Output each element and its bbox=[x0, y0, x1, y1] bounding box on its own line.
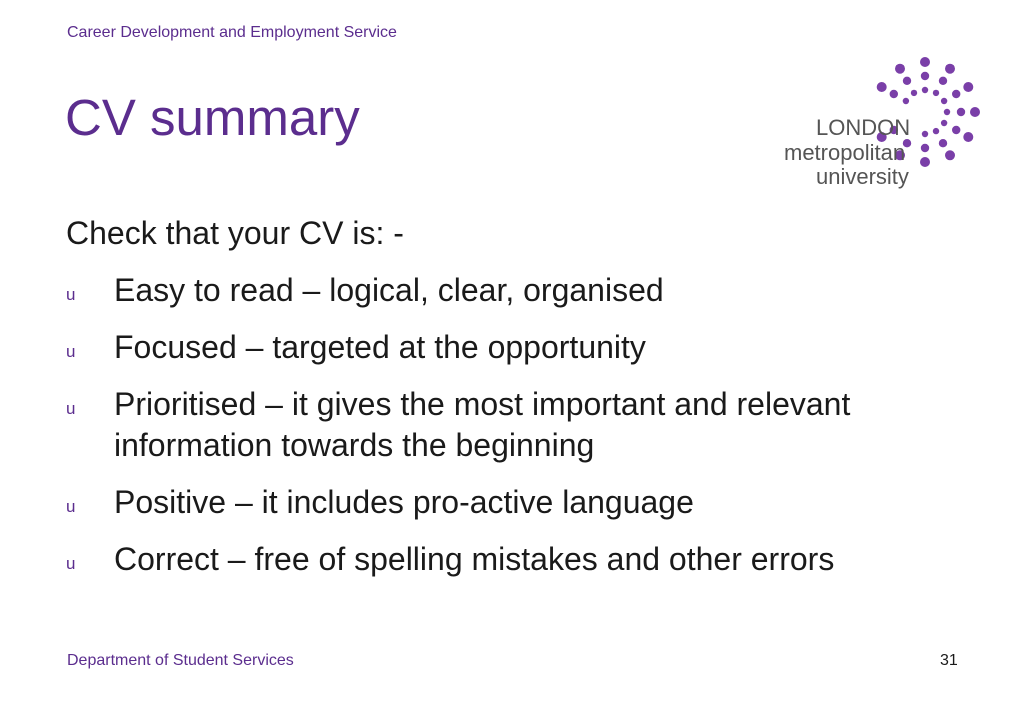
logo-line-metropolitan: metropolitan bbox=[784, 140, 906, 165]
bullet-text: Easy to read – logical, clear, organised bbox=[114, 272, 664, 308]
logo-dot bbox=[945, 150, 955, 160]
logo-line-university: university bbox=[816, 164, 909, 189]
bullet-text: Prioritised – it gives the most important and relevant information towards the beginning bbox=[114, 386, 851, 463]
logo-dot bbox=[922, 131, 928, 137]
logo-dot bbox=[952, 126, 960, 134]
logo-dot bbox=[939, 77, 947, 85]
logo-dot bbox=[920, 157, 930, 167]
logo-dot bbox=[895, 64, 905, 74]
logo-dot bbox=[921, 72, 929, 80]
logo-dot bbox=[921, 144, 929, 152]
logo-dot bbox=[941, 98, 947, 104]
logo-line-london: LONDON bbox=[816, 115, 911, 140]
logo-dot bbox=[933, 90, 939, 96]
intro-text: Check that your CV is: - bbox=[66, 215, 404, 251]
bullet-marker: u bbox=[66, 497, 76, 516]
logo-dot bbox=[963, 132, 973, 142]
logo-dot bbox=[939, 139, 947, 147]
logo-dot bbox=[933, 128, 939, 134]
logo-dot bbox=[944, 109, 950, 115]
logo-dot bbox=[903, 77, 911, 85]
bullet-item bbox=[66, 270, 986, 311]
bullet-list bbox=[66, 270, 986, 596]
logo-dot bbox=[963, 82, 973, 92]
bullet-text: Positive – it includes pro-active language bbox=[114, 484, 694, 520]
logo-dot bbox=[890, 90, 898, 98]
logo-dot bbox=[952, 90, 960, 98]
bullet-item bbox=[66, 539, 986, 580]
page-number: 31 bbox=[940, 652, 958, 669]
slide-title: CV summary bbox=[65, 89, 360, 146]
bullet-marker: u bbox=[66, 285, 76, 304]
logo-dot bbox=[941, 120, 947, 126]
bullet-text: Focused – targeted at the opportunity bbox=[114, 329, 646, 365]
logo-dot bbox=[877, 82, 887, 92]
logo-dot bbox=[970, 107, 980, 117]
logo-dot bbox=[945, 64, 955, 74]
logo-dot bbox=[911, 90, 917, 96]
bullet-marker: u bbox=[66, 342, 76, 361]
bullet-marker: u bbox=[66, 554, 76, 573]
bullet-marker: u bbox=[66, 399, 76, 418]
bullet-item bbox=[66, 384, 986, 466]
logo-dot bbox=[957, 108, 965, 116]
header-text: Career Development and Employment Service bbox=[67, 24, 397, 41]
footer-department: Department of Student Services bbox=[67, 652, 294, 669]
logo-dot bbox=[920, 57, 930, 67]
university-logo bbox=[780, 50, 990, 190]
bullet-text: Correct – free of spelling mistakes and other errors bbox=[114, 541, 835, 577]
logo-dot bbox=[903, 98, 909, 104]
logo-dot bbox=[922, 87, 928, 93]
bullet-item bbox=[66, 327, 986, 368]
bullet-item bbox=[66, 482, 986, 523]
